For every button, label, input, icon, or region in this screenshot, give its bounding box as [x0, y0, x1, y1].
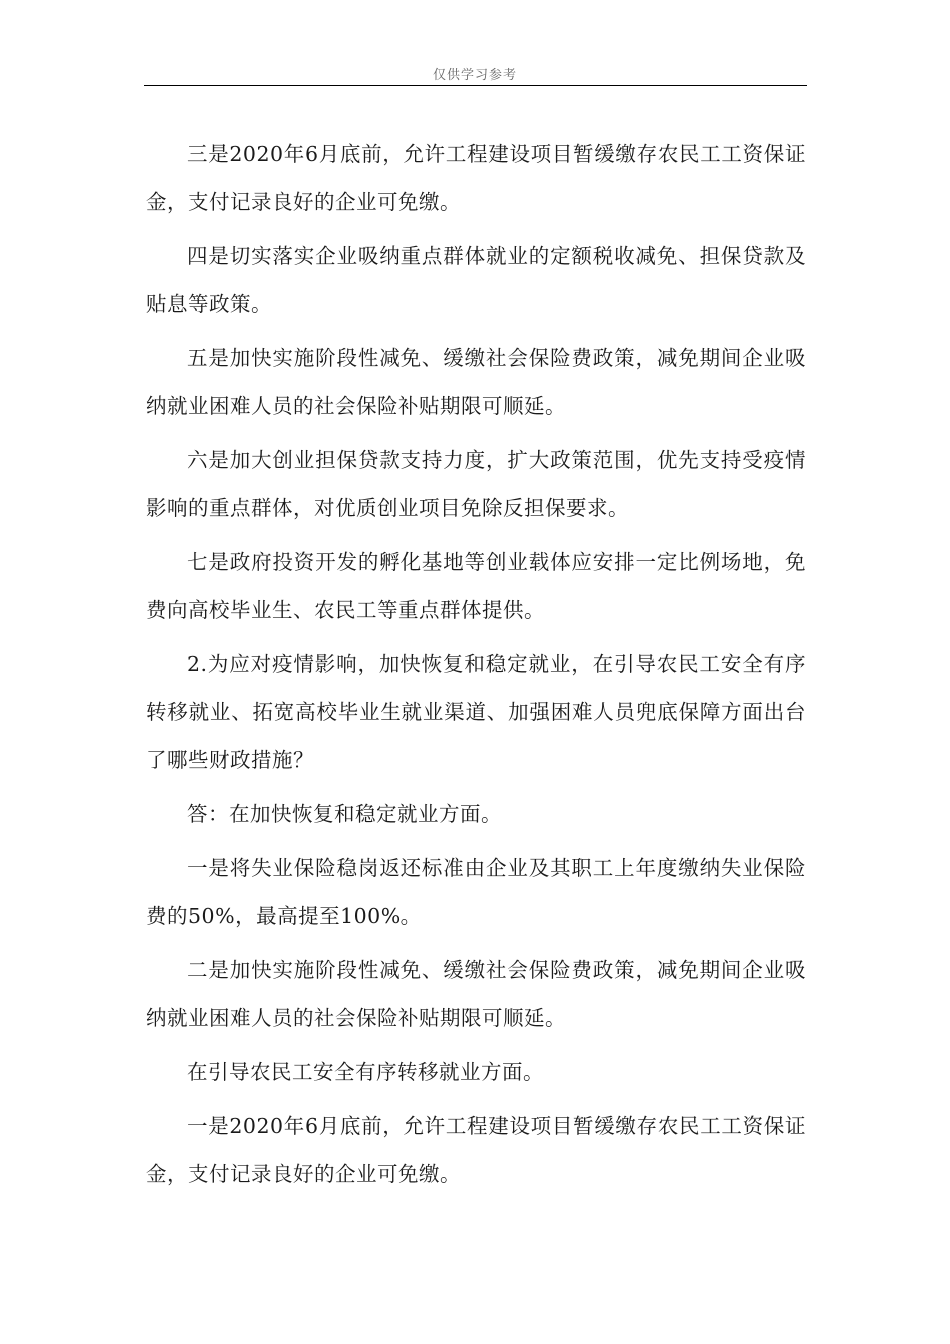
answer-paragraph: 答：在加快恢复和稳定就业方面。 [187, 802, 502, 826]
header-divider [144, 85, 807, 86]
header-text: 仅供学习参考 [432, 68, 517, 83]
paragraph: 六是加大创业担保贷款支持力度，扩大政策范围，优先支持受疫情影响的重点群体，对优质创业项目免除反担保要求。 [146, 448, 806, 520]
paragraph: 一是2020年6月底前，允许工程建设项目暂缓缴存农民工工资保证金，支付记录良好的企业可免缴。 [146, 1114, 806, 1186]
document-body [146, 130, 806, 1204]
paragraph: 三是2020年6月底前，允许工程建设项目暂缓缴存农民工工资保证金，支付记录良好的企业可免缴。 [146, 142, 806, 214]
section-paragraph: 在引导农民工安全有序转移就业方面。 [187, 1060, 544, 1084]
question-paragraph: 2.为应对疫情影响，加快恢复和稳定就业，在引导农民工安全有序转移就业、拓宽高校毕业生就业渠道、加强困难人员兜底保障方面出台了哪些财政措施？ [146, 652, 806, 772]
paragraph: 五是加快实施阶段性减免、缓缴社会保险费政策，减免期间企业吸纳就业困难人员的社会保险补贴期限可顺延。 [146, 346, 806, 418]
paragraph: 二是加快实施阶段性减免、缓缴社会保险费政策，减免期间企业吸纳就业困难人员的社会保险补贴期限可顺延。 [146, 958, 806, 1030]
paragraph: 七是政府投资开发的孵化基地等创业载体应安排一定比例场地，免费向高校毕业生、农民工等重点群体提供。 [146, 550, 806, 622]
paragraph: 一是将失业保险稳岗返还标准由企业及其职工上年度缴纳失业保险费的50%，最高提至100%。 [146, 856, 806, 928]
paragraph: 四是切实落实企业吸纳重点群体就业的定额税收减免、担保贷款及贴息等政策。 [146, 244, 806, 316]
